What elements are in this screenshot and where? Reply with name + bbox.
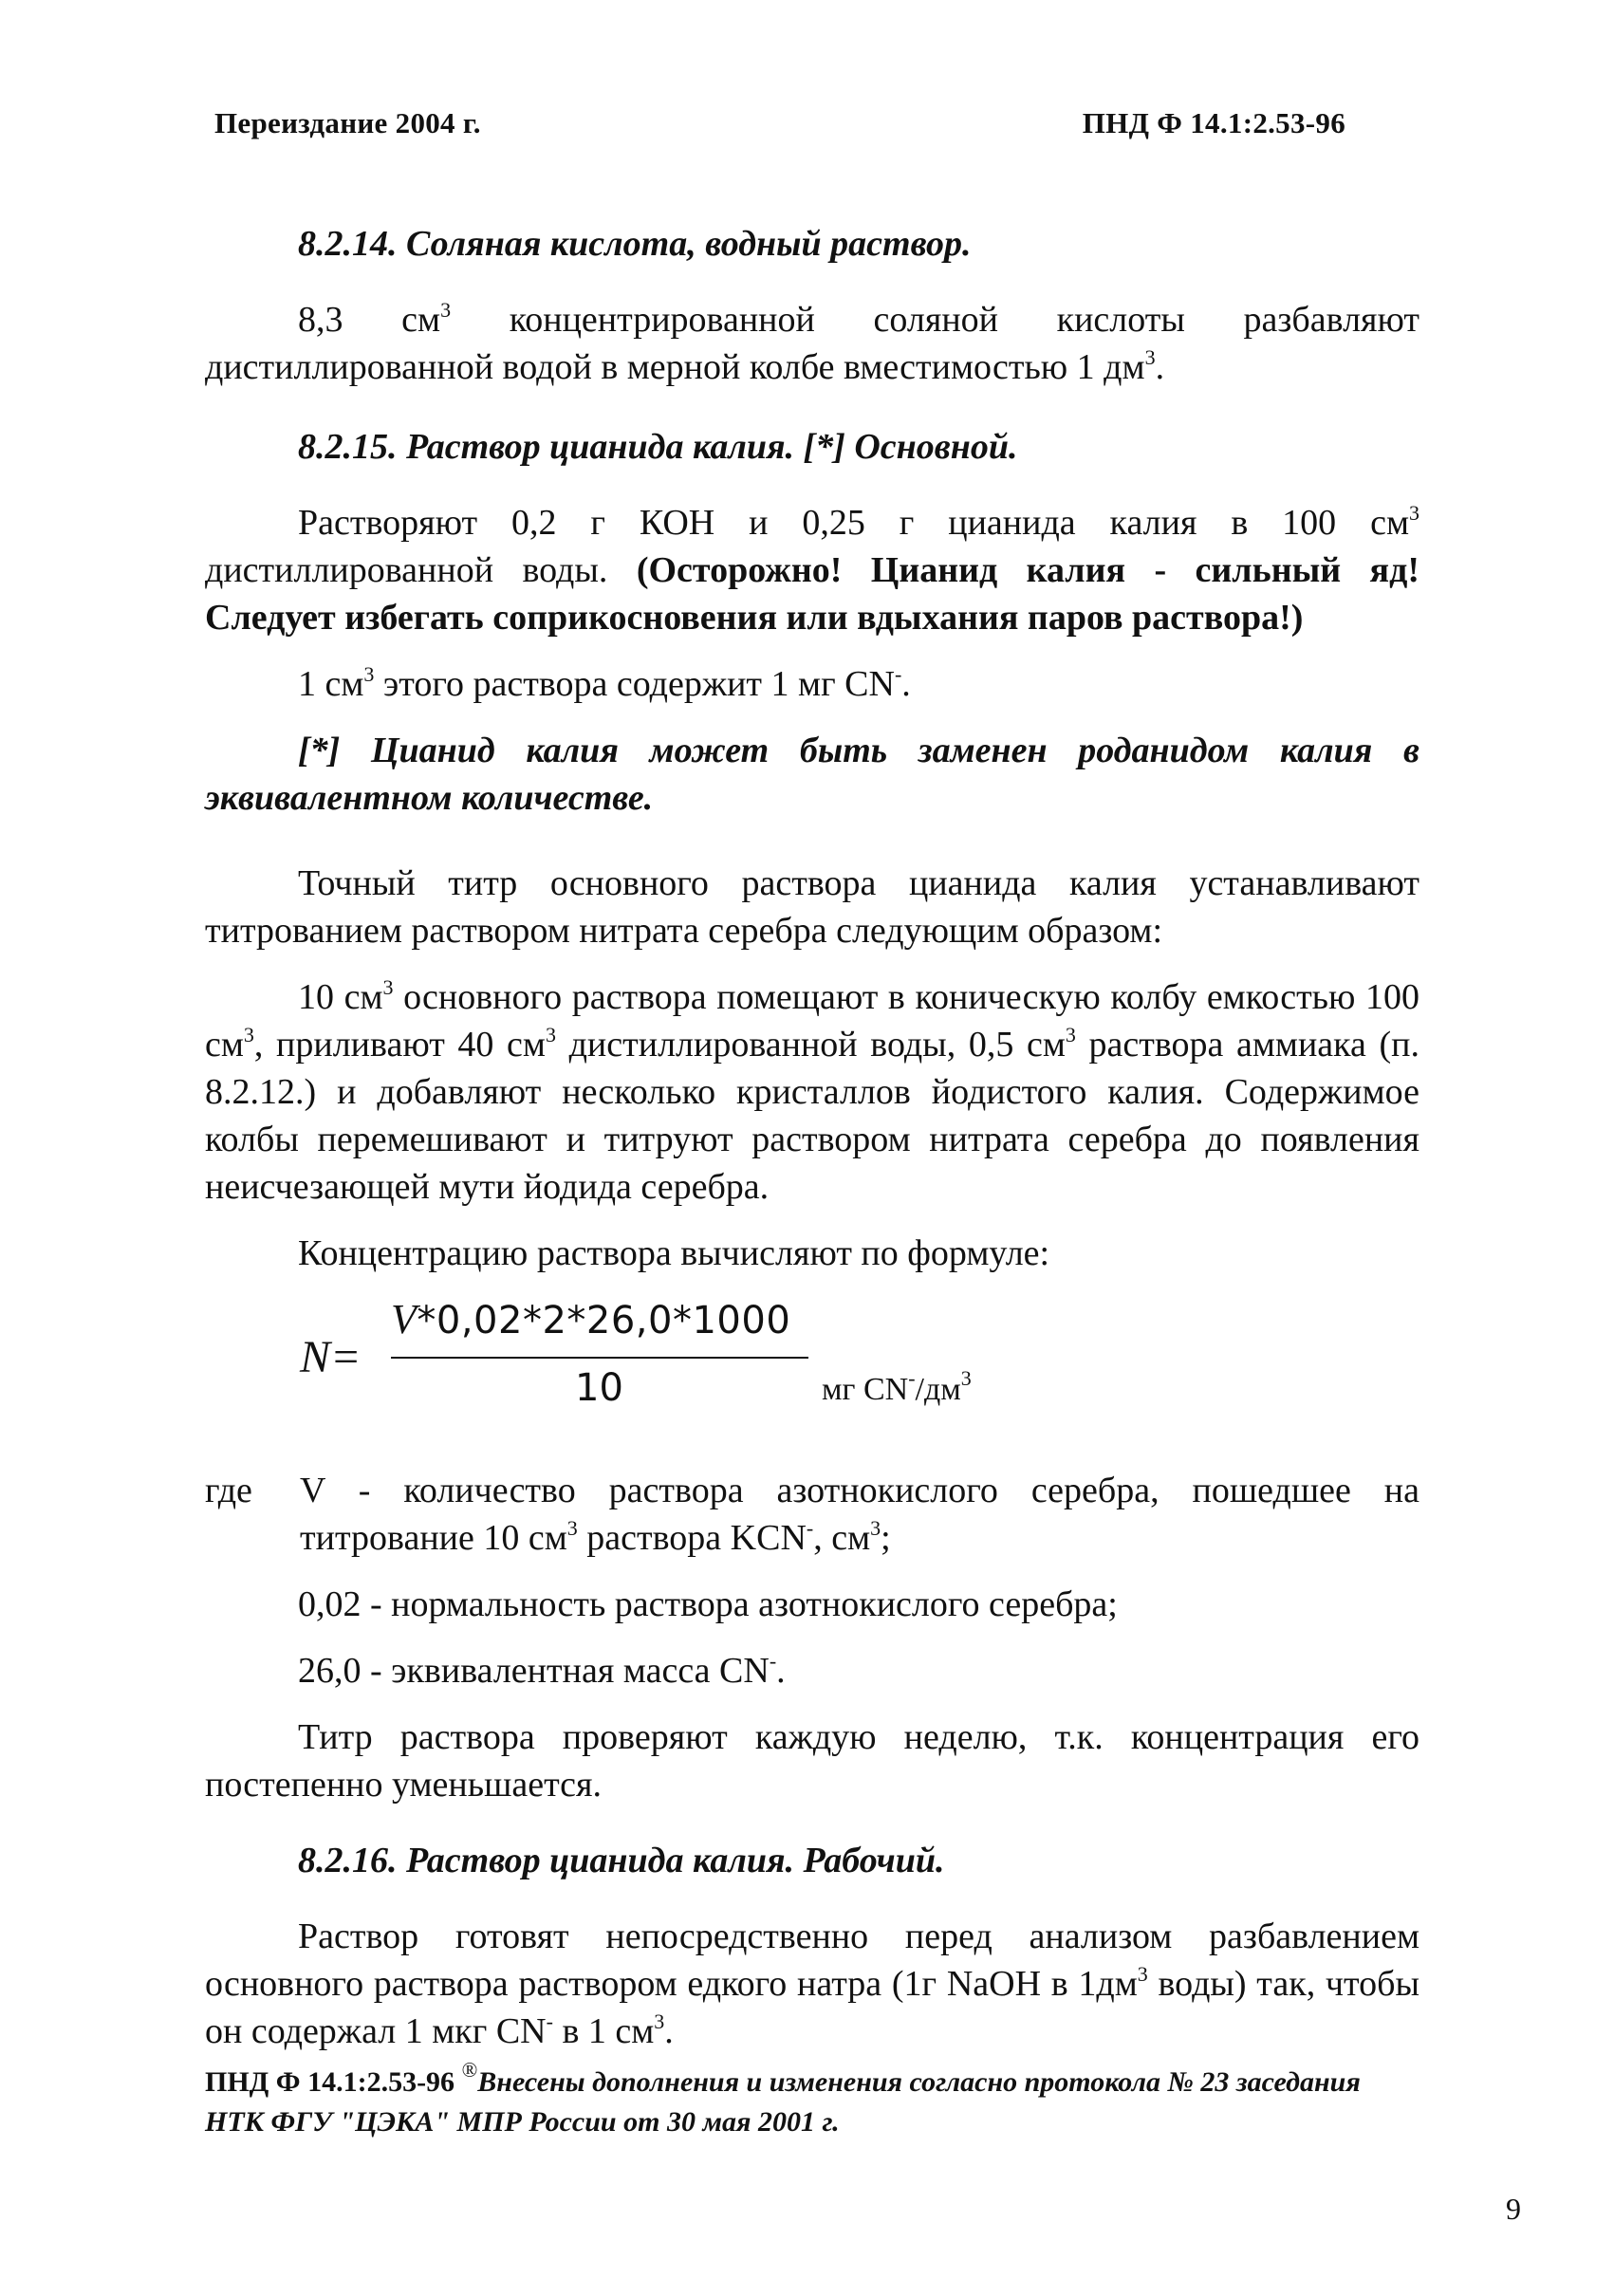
footnote-note: [*] Цианид калия может быть заменен роданидом калия в эквивалентном количестве.	[205, 731, 1419, 818]
superscript: 3	[382, 975, 394, 999]
text-run: раствора аммиака (п. 8.2.12.) и добавляют несколько кристаллов йодистого калия. Содержимое колбы перемешивают и титруют раствором нитрата серебра до появления неисчезающей мути йодида серебра.	[205, 1025, 1420, 1207]
text-run: дистиллированной воды.	[205, 550, 637, 590]
text-run: .	[901, 664, 911, 704]
footer-doc-code: ПНД Ф 14.1:2.53-96	[205, 2066, 462, 2098]
superscript: 3	[654, 2009, 665, 2033]
text-run: , см	[813, 1518, 871, 1558]
page-number: 9	[1506, 2192, 1521, 2226]
superscript: 3	[566, 1516, 578, 1540]
section-8-2-15-paragraph-4	[205, 973, 1419, 1211]
text-run: ;	[881, 1518, 891, 1558]
text-run: /дм	[915, 1372, 961, 1407]
text-run: 26,0 - эквивалентная масса CN	[298, 1651, 770, 1691]
text-run: Растворяют 0,2 г КОН и 0,25 г цианида калия в 100 см	[298, 503, 1409, 543]
text-run: раствора KCN	[577, 1518, 807, 1558]
where-v-text	[300, 1467, 1419, 1562]
footer-amendment-text: Внесены дополнения и изменения согласно протокола № 23 заседания НТК ФГУ "ЦЭКА" МПР России от 30 мая 2001 г.	[205, 2066, 1361, 2138]
text-run: .	[776, 1651, 786, 1691]
section-8-2-15-title: 8.2.15. Раствор цианида калия. [*] Основной.	[298, 427, 1018, 467]
superscript: 3	[243, 1023, 254, 1046]
section-8-2-15-paragraph-2	[205, 660, 1419, 708]
where-normality: 0,02 - нормальность раствора азотнокислого серебра;	[298, 1584, 1118, 1624]
text-run: концентрированной соляной кислоты разбавляют дистиллированной водой в мерной колбе вместимостью 1 дм	[205, 300, 1420, 387]
superscript: 3	[1409, 501, 1419, 525]
section-8-2-16-title: 8.2.16. Раствор цианида калия. Рабочий.	[298, 1841, 945, 1880]
text-run: 8,3 см	[298, 300, 441, 340]
section-8-2-16-paragraph-1	[205, 1913, 1419, 2055]
document-body	[205, 220, 1419, 2074]
text-run: мг CN	[822, 1372, 909, 1407]
fraction-bar	[391, 1357, 808, 1359]
superscript: -	[546, 2009, 553, 2033]
text-run: в 1 см	[552, 2011, 655, 2051]
superscript: -	[769, 1649, 777, 1673]
formula-symbol: N	[300, 1332, 331, 1382]
formula-denominator: 10	[575, 1366, 623, 1410]
text-run: V - количество раствора азотнокислого серебра, пошедшее на титрование 10 см	[300, 1471, 1419, 1558]
text-run: воды) так, чтобы он содержал 1 мкг CN	[205, 1964, 1419, 2051]
text-run: 10 см	[298, 977, 383, 1017]
text-run: этого раствора содержит 1 мг CN	[374, 664, 895, 704]
formula-lhs	[300, 1334, 361, 1381]
text-run: основного раствора помещают в коническую колбу емкостью 100 см	[205, 977, 1419, 1065]
section-8-2-15-paragraph-5: Концентрацию раствора вычисляют по формуле:	[298, 1233, 1050, 1273]
header-doc-code: ПНД Ф 14.1:2.53-96	[1082, 106, 1345, 139]
superscript: 3	[363, 662, 375, 686]
registered-mark: ®	[461, 2058, 478, 2082]
concentration-formula	[205, 1296, 1419, 1429]
section-8-2-15-paragraph-1	[205, 499, 1419, 641]
formula-numerator-rest: *0,02*2*26,0*1000	[417, 1299, 791, 1342]
header-edition: Переиздание 2004 г.	[214, 106, 481, 139]
text-run: .	[1155, 347, 1165, 387]
section-8-2-15-paragraph-6: Титр раствора проверяют каждую неделю, т.к. концентрация его постепенно уменьшается.	[205, 1717, 1419, 1805]
superscript: 3	[1065, 1023, 1076, 1046]
text-run: , приливают 40 см	[253, 1025, 546, 1065]
superscript: -	[908, 1366, 916, 1390]
formula-equals: =	[330, 1332, 362, 1382]
where-label: где	[205, 1471, 252, 1510]
superscript: -	[894, 662, 902, 686]
section-8-2-15-paragraph-3: Точный титр основного раствора цианида калия устанавливают титрованием раствором нитрата серебра следующим образом:	[205, 863, 1419, 951]
superscript: 3	[960, 1366, 972, 1390]
section-8-2-14-text	[205, 296, 1419, 391]
superscript: 3	[440, 298, 452, 322]
warning-text: (Осторожно! Цианид калия - сильный яд! Следует избегать соприкосновения или вдыхания паров раствора!)	[205, 550, 1419, 638]
text-run: дистиллированной воды, 0,5 см	[555, 1025, 1066, 1065]
text-run: .	[664, 2011, 674, 2051]
formula-numerator	[391, 1296, 790, 1344]
text-run: 1 см	[298, 664, 364, 704]
footer-note	[205, 2058, 1391, 2142]
where-equivalent-mass	[205, 1647, 1419, 1694]
superscript: 3	[870, 1516, 881, 1540]
text-run: Раствор готовят непосредственно перед анализом разбавлением основного раствора раствором едкого натра (1г NaOH в 1дм	[205, 1916, 1419, 2004]
formula-unit	[822, 1366, 972, 1414]
superscript: -	[806, 1516, 814, 1540]
where-v-definition	[205, 1467, 1419, 1562]
superscript: 3	[1137, 1962, 1148, 1986]
formula-variable: V	[391, 1296, 417, 1342]
section-8-2-14-title: 8.2.14. Соляная кислота, водный раствор.	[298, 224, 972, 264]
superscript: 3	[545, 1023, 556, 1046]
superscript: 3	[1144, 345, 1156, 369]
